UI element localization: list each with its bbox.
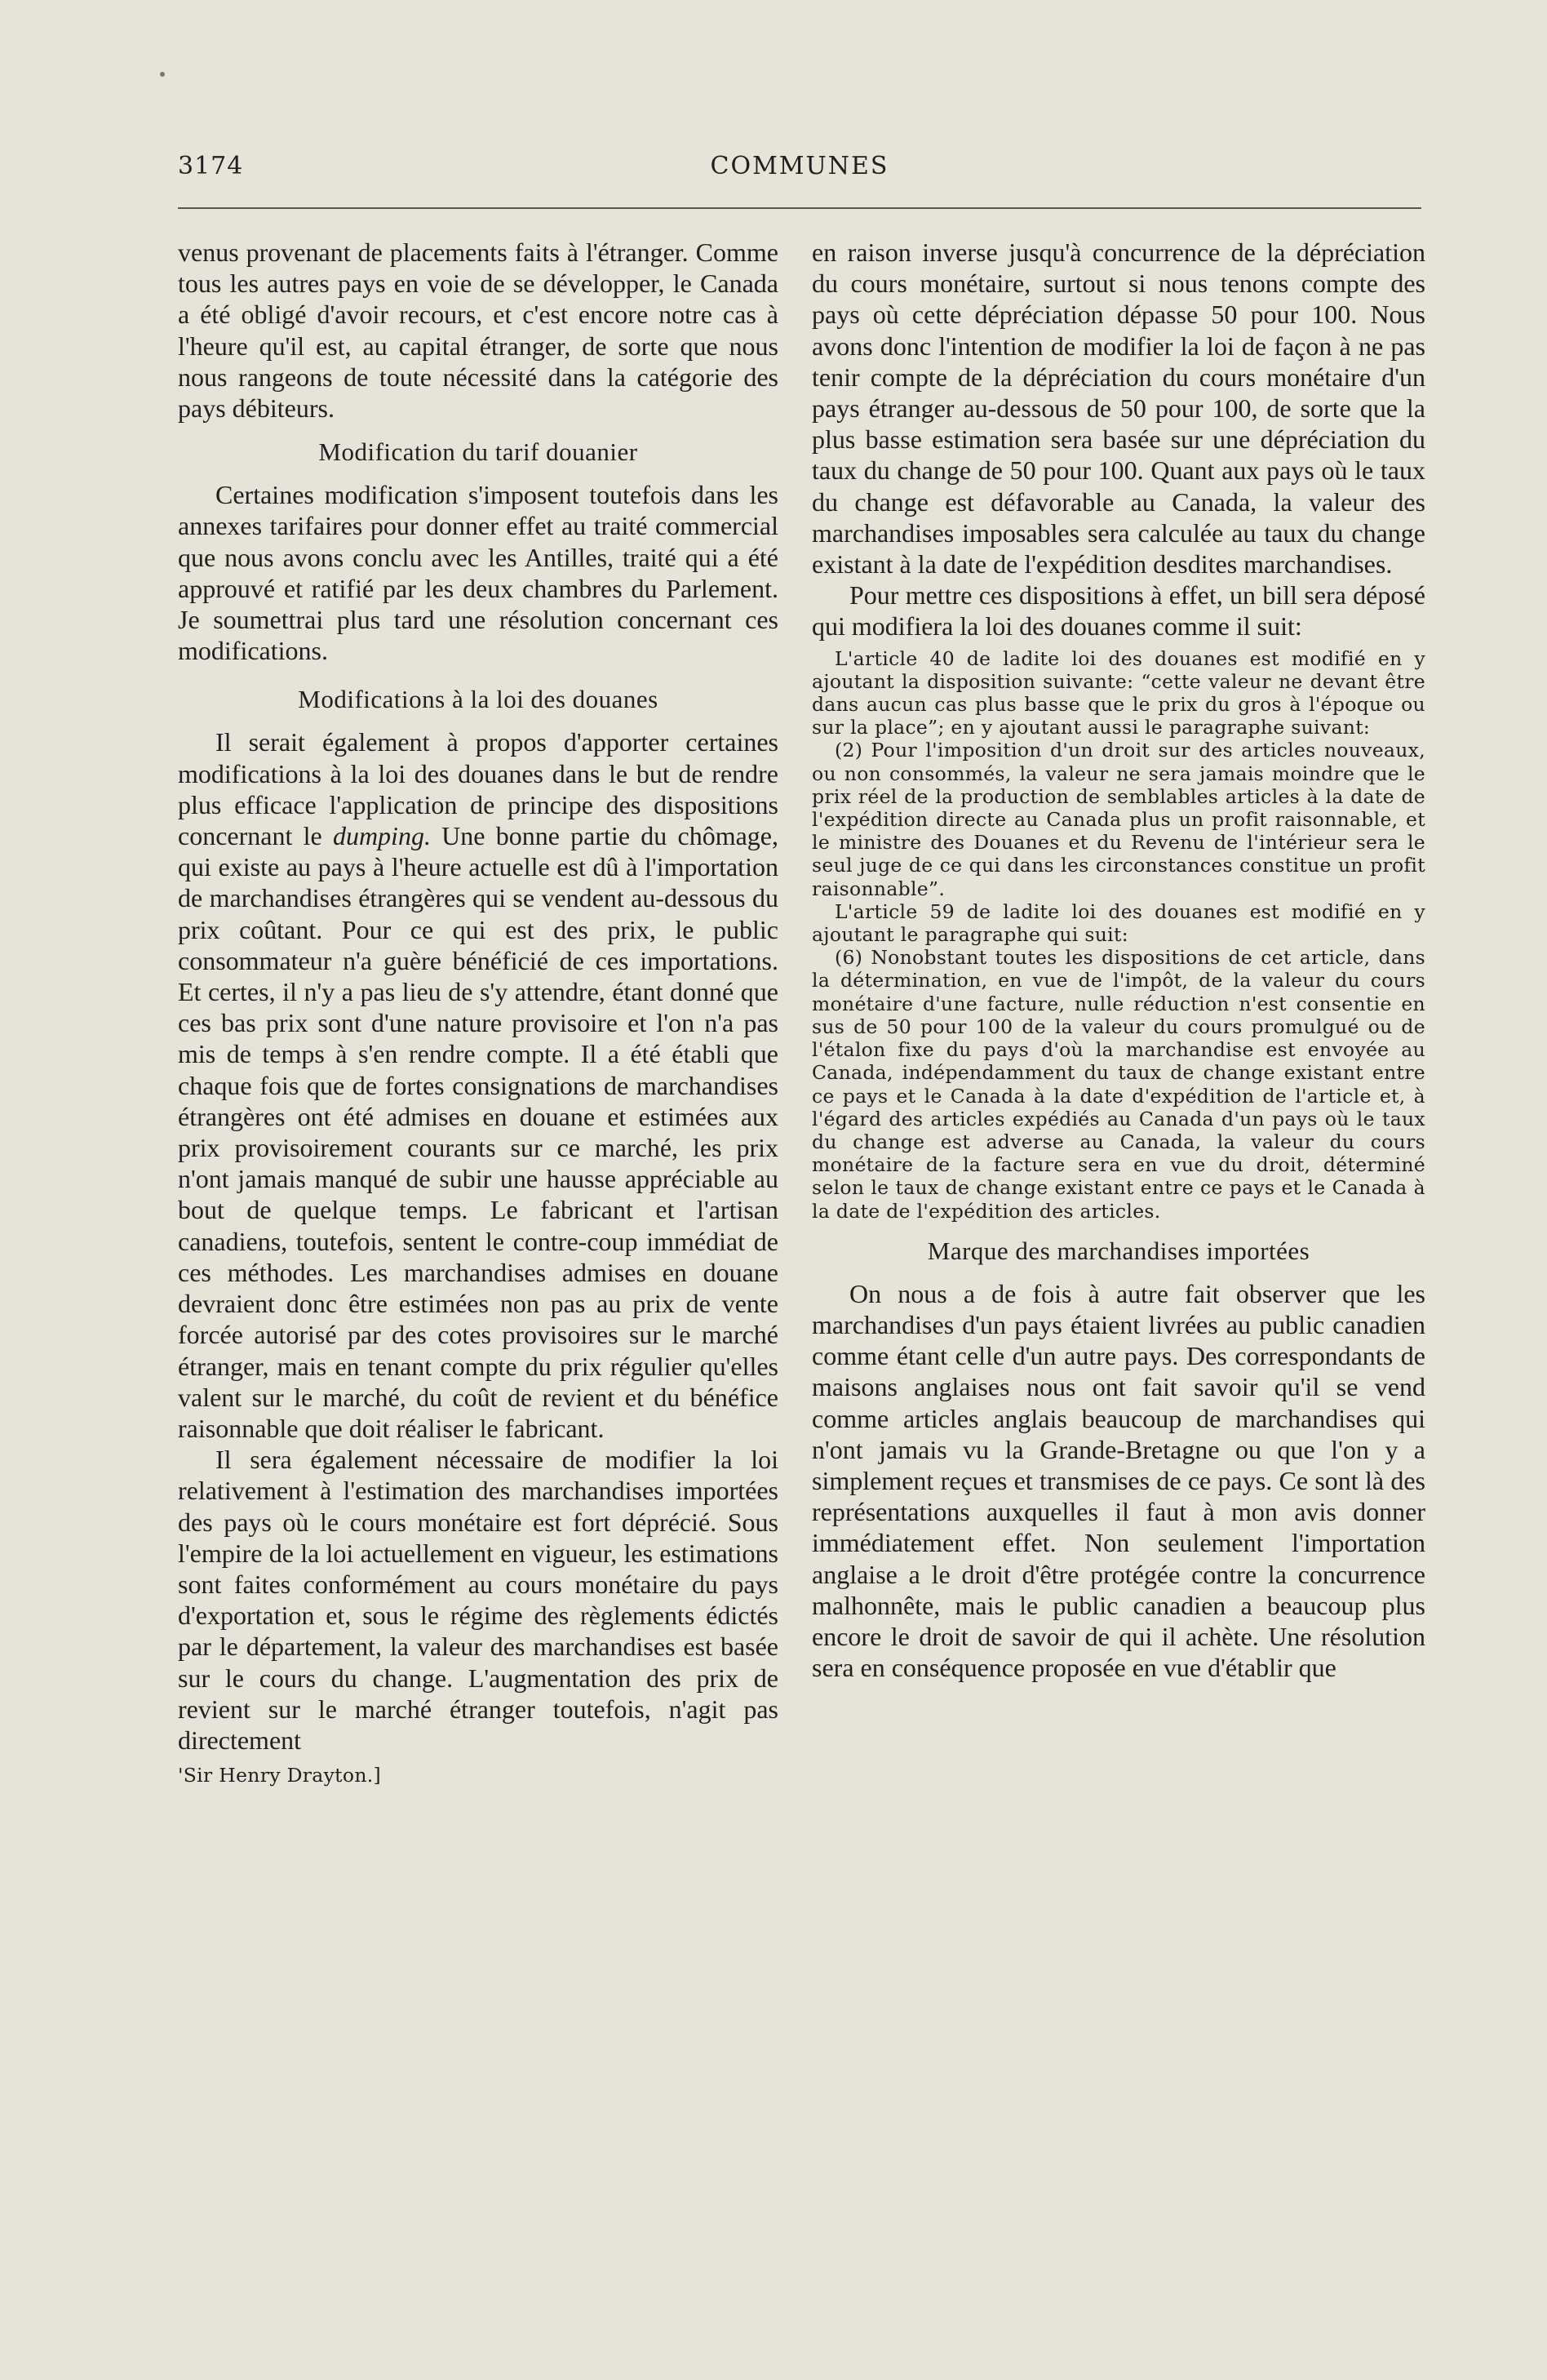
running-title: COMMUNES <box>710 152 889 180</box>
header-rule <box>178 207 1421 209</box>
page-header <box>178 152 1421 184</box>
paragraph-text: Il serait également à propos d'apporter certaines modifications à la loi des douanes dans le but de rendre plus efficace l'application de principe des dispositions concernant le <box>178 727 778 851</box>
paragraph: On nous a de fois à autre fait observer que les marchandises d'un pays étaient livrées au public canadien comme étant celle d'un autre pays. Des correspondants de maisons anglaises nous ont fait savoir qu'il se vend comme articles anglais beaucoup de marchandises qui n'ont jamais vu la Grande-Bretagne ou que l'on y a simplement reçues et transmises de ce pays. Ce sont là des représentations auxquelles il faut à mon avis donner immédiatement effet. Non seulement l'importation anglaise a le droit d'être protégée contre la concurrence malhonnête, mais le public canadien a beaucoup plus encore le droit de savoir de qui il achète. Une résolution sera en conséquence proposée en vue d'établir que <box>812 1278 1425 1683</box>
quoted-amendment: (2) Pour l'imposition d'un droit sur des articles nouveaux, ou non consommés, la valeur ne sera jamais moindre que le prix réel de la production de semblables articles à la date de l'expédition directe au Canada plus un profit raisonnable, et le ministre des Douanes et du Revenu de l'intérieur sera le seul juge de ce qui dans les circonstances constitue un profit raisonnable”. <box>812 739 1425 900</box>
paragraph: Pour mettre ces dispositions à effet, un bill sera déposé qui modifiera la loi des douanes comme il suit: <box>812 580 1425 642</box>
quoted-amendment: (6) Nonobstant toutes les dispositions de cet article, dans la détermination, en vue de l'impôt, de la valeur du cours monétaire d'une facture, nulle réduction n'est consentie en sus de 50 pour 100 de la valeur du cours promulgué ou de l'étalon fixe du pays d'où la marchandise est envoyée au Canada, indépendamment du taux de change existant entre ce pays et le Canada à la date d'expédition de l'article et, à l'égard des articles expédiés au Canada d'un pays où le taux du change est adverse au Canada, la valeur du cours monétaire de la facture sera en vue du droit, déterminé selon le taux de change existant entre ce pays et le Canada à la date de l'expédition des articles. <box>812 946 1425 1223</box>
right-column <box>812 237 1425 1683</box>
quoted-amendment: L'article 59 de ladite loi des douanes est modifié en y ajoutant le paragraphe qui suit: <box>812 899 1425 947</box>
paragraph: Il sera également nécessaire de modifier la loi relativement à l'estimation des marchandises importées des pays où le cours monétaire est fort déprécié. Sous l'empire de la loi actuellement en vigueur, les estimations sont faites conformément au cours monétaire du pays d'exportation et, sous le régime des règlements édictés par le département, la valeur des marchandises est basée sur le cours du change. L'augmentation des prix de revient sur le marché étranger toutefois, n'agit pas directement <box>178 1445 778 1755</box>
paragraph: venus provenant de placements faits à l'étranger. Comme tous les autres pays en voie de se développer, le Canada a été obligé d'avoir recours, et c'est encore notre cas à l'heure qu'il est, au capital étranger, de sorte que nous nous rangeons de toute nécessité dans la catégorie des pays débiteurs. <box>178 238 778 424</box>
italic-term: dumping. <box>332 821 431 851</box>
section-heading: Modifications à la loi des douanes <box>298 685 658 714</box>
paragraph: Certaines modification s'imposent toutefois dans les annexes tarifaires pour donner effet au traité commercial que nous avons conclu avec les Antilles, traité qui a été approuvé et ratifié par les deux chambres du Parlement. Je soumettrai plus tard une résolution concernant ces modifications. <box>178 480 778 666</box>
left-column <box>178 237 778 1787</box>
quoted-amendment: L'article 40 de ladite loi des douanes est modifié en y ajoutant la disposition suivante: “cette valeur ne devant être dans aucun cas plus basse que le prix du gros à l'époque ou sur la place”; en y ajoutant aussi le paragraphe suivant: <box>812 646 1425 739</box>
paragraph-text: Une bonne partie du chômage, qui existe au pays à l'heure actuelle est dû à l'importation de marchandises étrangères qui se vendent au-dessous du prix coûtant. Pour ce qui est des prix, le public consommateur n'a guère bénéficié de ces importations. Et certes, il n'y a pas lieu de s'y attendre, étant donné que ces bas prix sont d'une nature provisoire et l'on n'a pas mis de temps à s'en rendre compte. Il a été établi que chaque fois que de fortes consignations de marchandises étrangères ont été admises en douane et estimées aux prix provisoirement courants sur ce marché, les prix n'ont jamais manqué de subir une hausse appréciable au bout de quelque temps. Le fabricant et l'artisan canadiens, toutefois, sentent le contre-coup immédiat de ces méthodes. Les marchandises admises en douane devraient donc être estimées non pas au prix de vente forcée autorisé par des cotes provisoires sur le marché étranger, mais en tenant compte du prix régulier qu'elles valent sur le marché, du coût de revient et du bénéfice raisonnable que doit réaliser le fabricant. <box>178 821 779 1443</box>
speaker-reference: 'Sir Henry Drayton.] <box>178 1764 382 1787</box>
page-number: 3174 <box>178 152 244 180</box>
speck-mark <box>160 72 165 77</box>
paragraph <box>178 726 778 1444</box>
paragraph: en raison inverse jusqu'à concurrence de la dépréciation du cours monétaire, surtout si nous tenons compte des pays où cette dépréciation dépasse 50 pour 100. Nous avons donc l'intention de modifier la loi de façon à ne pas tenir compte de la dépréciation du cours monétaire d'un pays étranger au-dessous de 50 pour 100, de sorte que la plus basse estimation sera basée sur une dépréciation du taux du change de 50 pour 100. Quant aux pays où le taux du change est défavorable au Canada, la valeur des marchandises imposables sera calculée au taux du change existant à la date de l'expédition desdites marchandises. <box>812 238 1425 579</box>
section-heading: Modification du tarif douanier <box>318 437 638 467</box>
section-heading: Marque des marchandises importées <box>927 1236 1310 1265</box>
